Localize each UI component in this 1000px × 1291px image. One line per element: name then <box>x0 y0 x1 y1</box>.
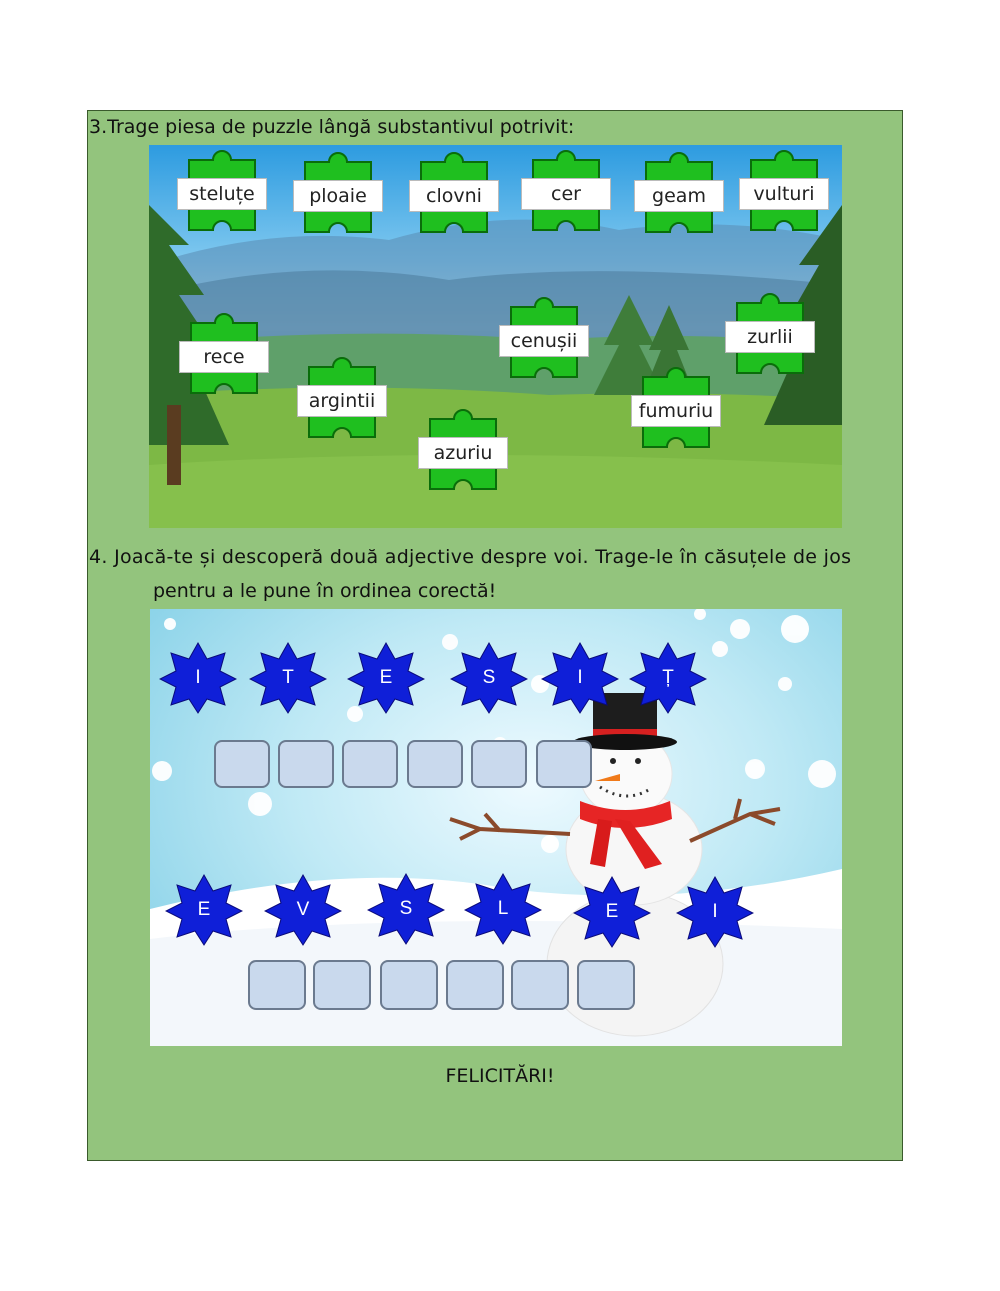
puzzle-label: azuriu <box>418 437 508 469</box>
congratulations-message: FELICITĂRI! <box>445 1065 555 1087</box>
answer-slot-word2-1[interactable] <box>248 960 306 1010</box>
puzzle-piece-noun-3[interactable] <box>417 152 491 242</box>
puzzle-label: cenușii <box>499 325 589 357</box>
snowman-scene <box>150 609 842 1046</box>
letter-star-word2-5[interactable] <box>573 875 651 949</box>
letter-star-word1-6[interactable] <box>629 641 707 715</box>
letter-star-word2-2[interactable] <box>264 873 342 947</box>
puzzle-piece-adjective-6[interactable] <box>733 293 807 383</box>
puzzle-piece-noun-2[interactable] <box>301 152 375 242</box>
answer-slot-word1-3[interactable] <box>342 740 398 788</box>
puzzle-label: fumuriu <box>631 395 721 427</box>
puzzle-label: argintii <box>297 385 387 417</box>
star-letter: Ț <box>662 667 674 688</box>
answer-slot-word2-6[interactable] <box>577 960 635 1010</box>
star-letter: I <box>195 667 201 688</box>
puzzle-label: cer <box>521 178 611 210</box>
puzzle-piece-adjective-2[interactable] <box>305 357 379 447</box>
star-letter: V <box>296 899 310 920</box>
answer-slot-word2-3[interactable] <box>380 960 438 1010</box>
star-letter: E <box>605 901 619 922</box>
puzzle-label: geam <box>634 180 724 212</box>
answer-slot-word1-6[interactable] <box>536 740 592 788</box>
star-letter: I <box>712 901 718 922</box>
puzzle-piece-noun-5[interactable] <box>642 152 716 242</box>
exercise3-instruction: 3.Trage piesa de puzzle lângă substantivul potrivit: <box>89 116 575 138</box>
star-letter: S <box>399 898 413 919</box>
star-letter: I <box>577 667 583 688</box>
puzzle-label: clovni <box>409 180 499 212</box>
puzzle-piece-adjective-3[interactable] <box>426 409 500 499</box>
puzzle-label: rece <box>179 341 269 373</box>
exercise4-instruction-line2: pentru a le pune în ordinea corectă! <box>153 580 497 602</box>
letter-star-word2-3[interactable] <box>367 872 445 946</box>
answer-slot-word1-1[interactable] <box>214 740 270 788</box>
puzzle-piece-adjective-1[interactable] <box>187 313 261 403</box>
puzzle-piece-noun-6[interactable] <box>747 150 821 240</box>
star-letter: E <box>379 667 393 688</box>
exercise4-instruction-line1: 4. Joacă-te și descoperă două adjective despre voi. Trage-le în căsuțele de jos <box>89 546 852 568</box>
letter-star-word1-1[interactable] <box>159 641 237 715</box>
puzzle-piece-adjective-4[interactable] <box>507 297 581 387</box>
answer-slot-word1-2[interactable] <box>278 740 334 788</box>
letter-star-word2-6[interactable] <box>676 875 754 949</box>
puzzle-label: steluțe <box>177 178 267 210</box>
letter-star-word1-3[interactable] <box>347 641 425 715</box>
puzzle-piece-adjective-5[interactable] <box>639 367 713 457</box>
star-letter: S <box>482 667 496 688</box>
answer-slot-word2-5[interactable] <box>511 960 569 1010</box>
answer-slot-word2-4[interactable] <box>446 960 504 1010</box>
letter-star-word2-1[interactable] <box>165 873 243 947</box>
letter-star-word2-4[interactable] <box>464 872 542 946</box>
puzzle-piece-noun-4[interactable] <box>529 150 603 240</box>
puzzle-label: zurlii <box>725 321 815 353</box>
star-letter: L <box>497 898 509 919</box>
answer-slot-word2-2[interactable] <box>313 960 371 1010</box>
answer-slot-word1-4[interactable] <box>407 740 463 788</box>
star-letter: T <box>282 667 294 688</box>
puzzle-piece-noun-1[interactable] <box>185 150 259 240</box>
puzzle-scene <box>149 145 842 528</box>
letter-star-word1-2[interactable] <box>249 641 327 715</box>
letter-star-word1-4[interactable] <box>450 641 528 715</box>
star-letter: E <box>197 899 211 920</box>
answer-slot-word1-5[interactable] <box>471 740 527 788</box>
puzzle-label: vulturi <box>739 178 829 210</box>
puzzle-label: ploaie <box>293 180 383 212</box>
letter-star-word1-5[interactable] <box>541 641 619 715</box>
